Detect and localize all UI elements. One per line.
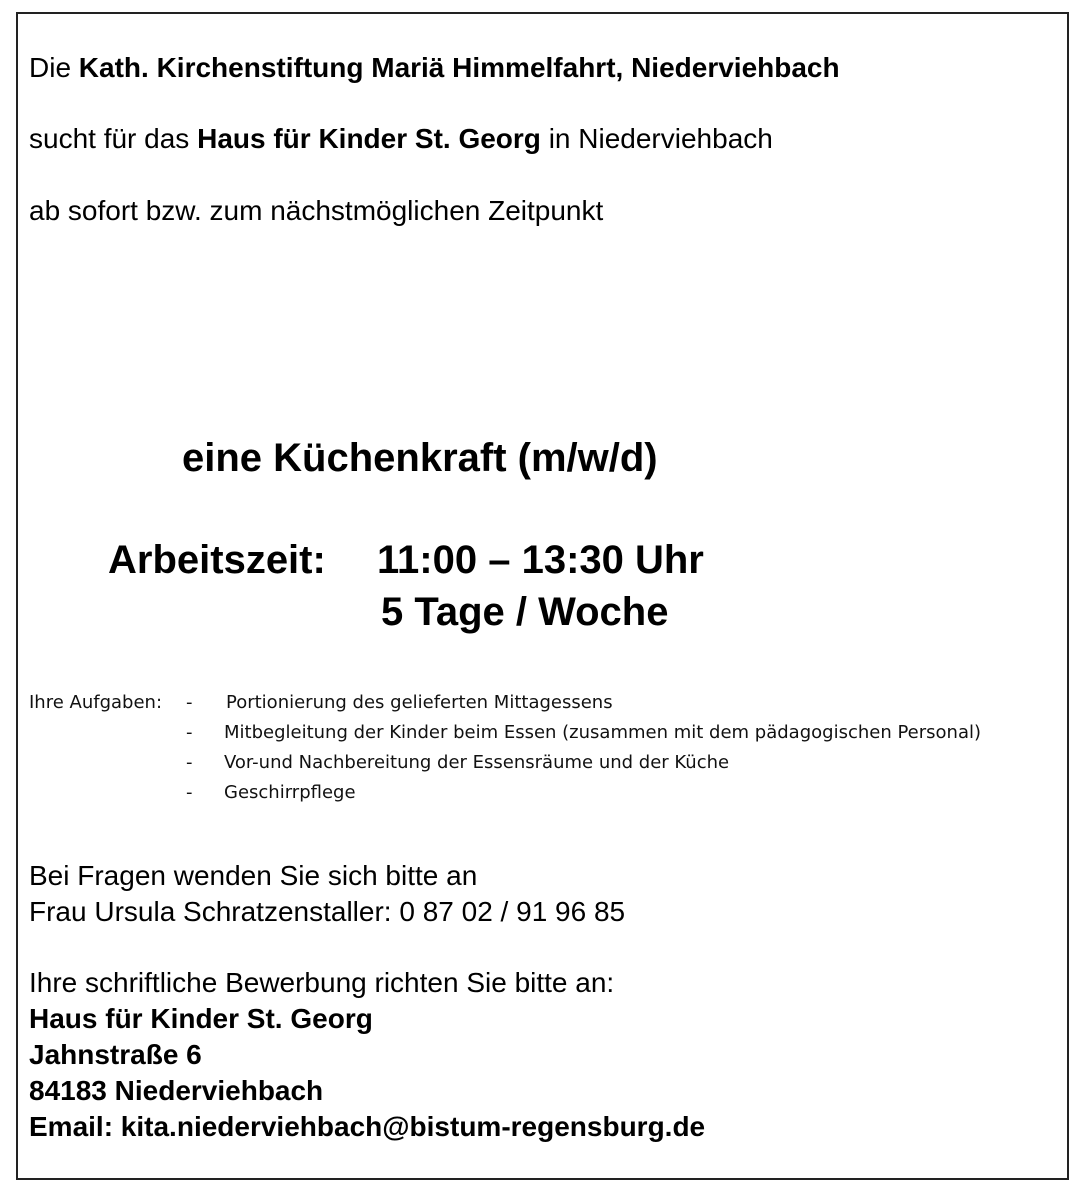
task-bullet: -	[186, 752, 193, 773]
working-hours-label: Arbeitszeit:	[108, 538, 326, 582]
application-intro: Ihre schriftliche Bewerbung richten Sie bitte an:	[29, 967, 615, 998]
intro-line-2	[29, 123, 773, 155]
working-hours-value: 11:00 – 13:30 Uhr	[377, 538, 704, 582]
contact-line-2: Frau Ursula Schratzenstaller: 0 87 02 / 91 96 85	[29, 896, 626, 927]
task-bullet: -	[186, 722, 193, 743]
application-email[interactable]: Email: kita.niederviehbach@bistum-regensburg.de	[29, 1111, 706, 1142]
intro-line-1	[29, 52, 840, 84]
intro-line-2-prefix: sucht für das	[29, 123, 198, 154]
task-bullet: -	[186, 782, 193, 803]
intro-line-2-suffix: in Niederviehbach	[540, 123, 773, 154]
application-name: Haus für Kinder St. Georg	[29, 1003, 373, 1034]
application-city: 84183 Niederviehbach	[29, 1075, 324, 1106]
contact-line-1: Bei Fragen wenden Sie sich bitte an	[29, 860, 478, 891]
intro-line-1-prefix: Die	[29, 52, 79, 83]
facility-name: Haus für Kinder St. Georg	[197, 123, 541, 154]
working-days: 5 Tage / Woche	[381, 590, 669, 634]
intro-line-3: ab sofort bzw. zum nächstmöglichen Zeitpunkt	[29, 195, 604, 226]
job-title: eine Küchenkraft (m/w/d)	[182, 436, 658, 480]
application-street: Jahnstraße 6	[29, 1039, 202, 1070]
task-item: Vor-und Nachbereitung der Essensräume und der Küche	[224, 752, 730, 773]
task-bullet: -	[186, 692, 193, 713]
task-item: Mitbegleitung der Kinder beim Essen (zusammen mit dem pädagogischen Personal)	[224, 722, 981, 743]
organization-name: Kath. Kirchenstiftung Mariä Himmelfahrt, Niederviehbach	[78, 52, 840, 83]
tasks-label: Ihre Aufgaben:	[29, 692, 163, 713]
task-item: Geschirrpflege	[224, 782, 356, 803]
task-item: Portionierung des gelieferten Mittagessens	[226, 692, 613, 713]
